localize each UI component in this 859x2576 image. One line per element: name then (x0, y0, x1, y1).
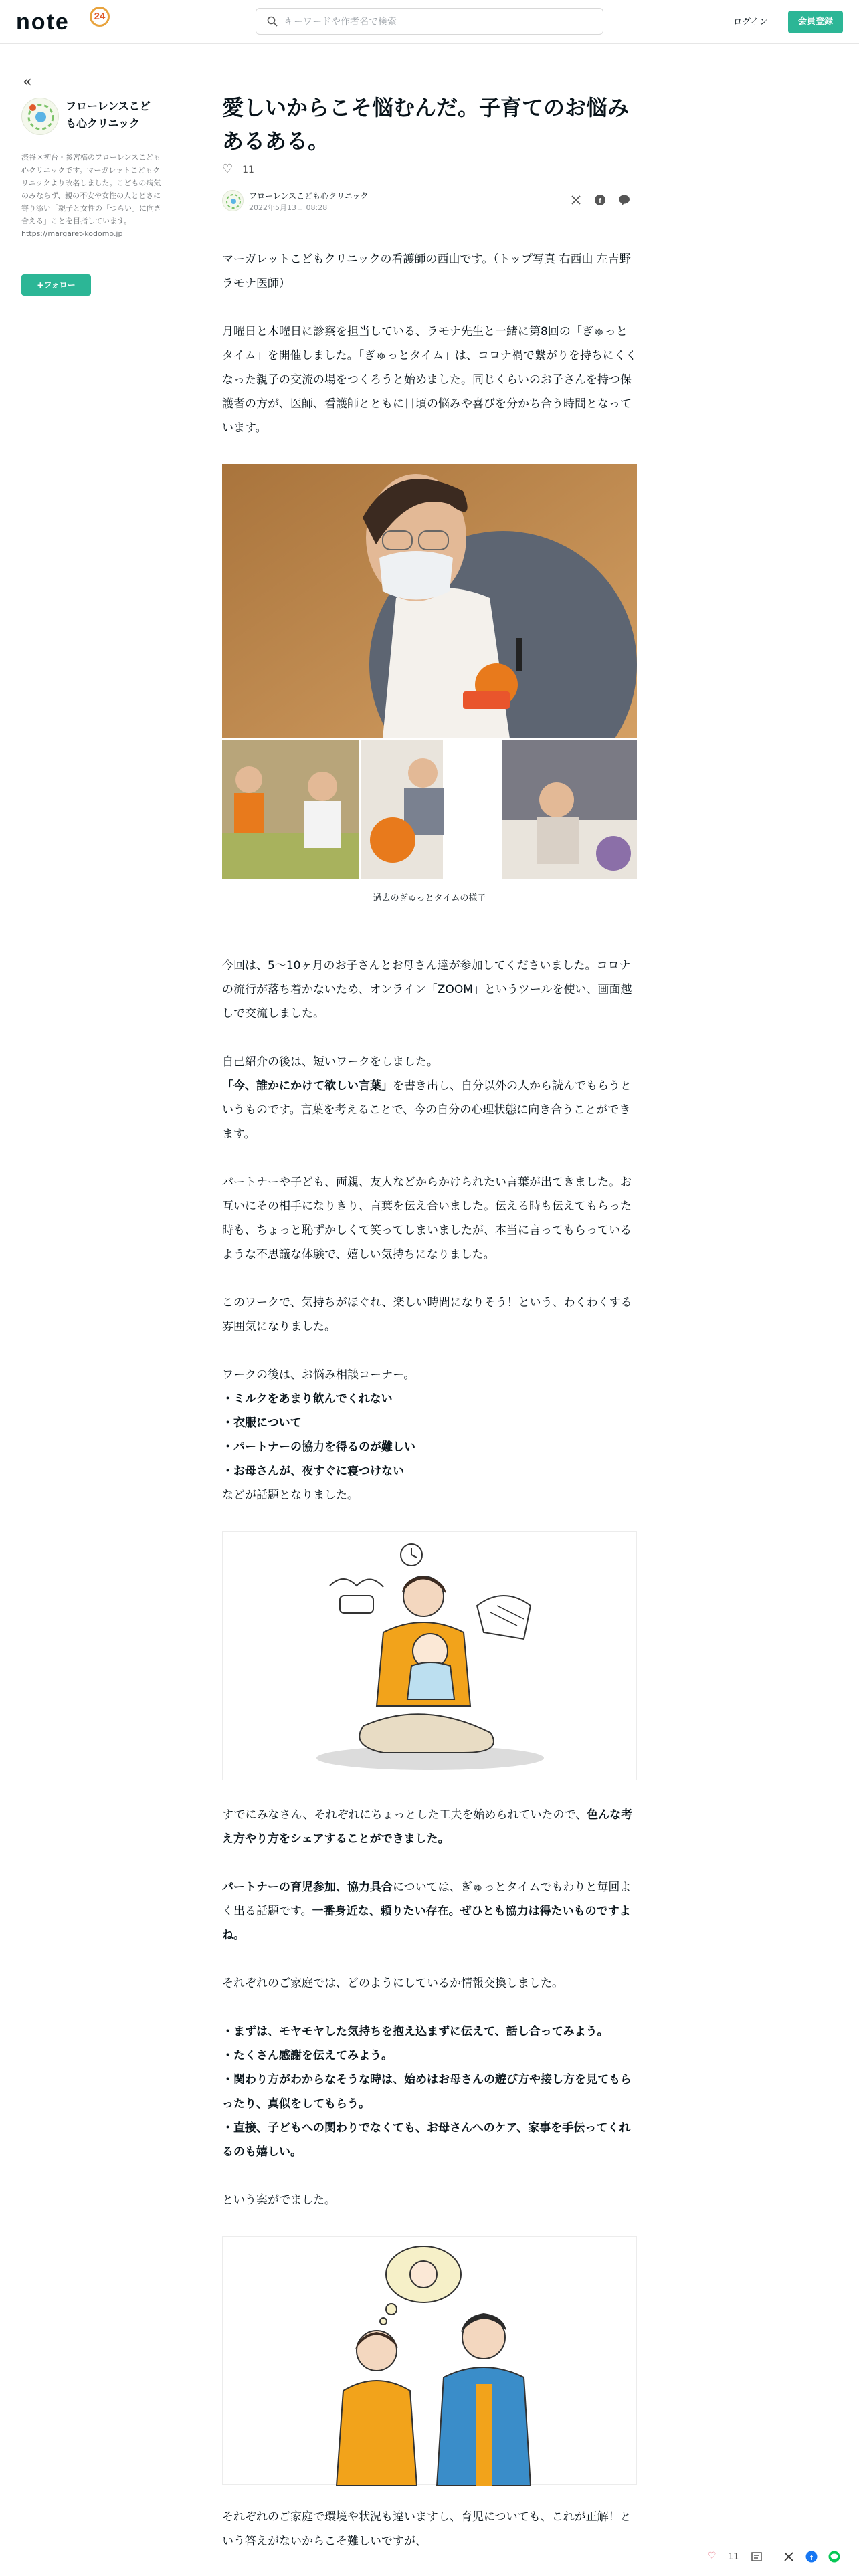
creator-bio-text: 渋谷区初台・参宮橋のフローレンスこども心クリニックです。マーガレットこどもクリニックより改名しました。こどもの病気のみならず、親の不安や女性の人とどさに寄り添い「親子と女性の「つらい」に向き合える」ことを目指しています。 (21, 153, 161, 225)
mother-baby-illustration (223, 1532, 638, 1781)
publish-date: 2022年5月13日 08:28 (249, 203, 328, 212)
author-name[interactable]: フローレンスこども心クリニック (249, 191, 369, 201)
work-detail (222, 1074, 637, 1146)
work-intro: 自己紹介の後は、短いワークをしました。 (222, 1055, 438, 1069)
svg-text:f: f (599, 197, 601, 205)
global-header (0, 0, 859, 44)
tip-item: ・関わり方がわからなそうな時は、始めはお母さんの遊び方や接し方を見てもらったり、真似をしてもらう。 (222, 2073, 632, 2111)
clinic-logo-icon (223, 191, 244, 212)
worry-item: ・お母さんが、夜すぐに寝つけない (222, 1465, 404, 1478)
svg-text:f: f (810, 2554, 813, 2562)
author-row (222, 189, 637, 215)
worry-item: ・ミルクをあまり飲んでくれない (222, 1392, 393, 1406)
paragraph-gyutto: 月曜日と木曜日に診察を担当している、ラモナ先生と一緒に第8回の「ぎゅっとタイム」を開催しました。「ぎゅっとタイム」は、コロナ禍で繋がりを持ちにくくなった親子の交流の場をつくろうと始めました。同じくらいのお子さんを持つ保護者の方が、医師、看護師とともに日頃の悩みや喜びを分かち合う時間となっています。 (222, 325, 637, 435)
follow-button[interactable]: +フォロー (21, 274, 91, 296)
illustration-mother-baby (222, 1531, 637, 1780)
creator-avatar[interactable] (21, 98, 59, 135)
thumbnail-photos (222, 740, 637, 879)
paragraph-intro: マーガレットこどもクリニックの看護師の西山です。（トップ写真 右西山 左吉野ラモナ医師） (222, 253, 631, 290)
tip-item: ・たくさん感謝を伝えてみよう。 (222, 2049, 393, 2062)
bottom-like-count: 11 (728, 2552, 739, 2562)
paragraph-sharing (222, 1803, 637, 1851)
tip-item: ・直接、子どもへの関わりでなくても、お母さんへのケア、家事を手伝ってくれるのも嬉しい。 (222, 2121, 631, 2159)
search-icon (267, 16, 278, 27)
facebook-icon[interactable] (594, 194, 606, 206)
worries-end: などが話題となりました。 (222, 1489, 359, 1502)
sharing-text: すでにみなさん、それぞれにちょっとした工夫を始められていたので、 (222, 1808, 587, 1822)
back-icon[interactable]: « (23, 74, 32, 90)
heart-icon[interactable]: ♡ (222, 162, 233, 176)
note-logo[interactable]: note (16, 9, 70, 35)
work-detail-text: を書き出し、自分以外の人から読んでもらうというものです。言葉を考えることで、今の自分の心理状態に向き合うことができます。 (222, 1079, 632, 1141)
sharing-bold: 色んな考え方やり方をシェアすることができました。 (222, 1808, 633, 1846)
quote-icon[interactable] (751, 2551, 763, 2563)
facebook-icon[interactable] (805, 2551, 818, 2563)
illustration-couple (222, 2236, 637, 2485)
author-avatar[interactable] (222, 190, 244, 211)
worries-intro: ワークの後は、お悩み相談コーナー。 (222, 1368, 415, 1382)
signup-button[interactable]: 会員登録 (788, 11, 843, 33)
creator-bio (21, 151, 163, 240)
paragraph-worries (222, 1363, 637, 1507)
paragraph-partner (222, 1875, 637, 1947)
work-bold-phrase: 「今、誰かにかけて欲しい言葉」 (222, 1079, 393, 1093)
worry-item: ・衣服について (222, 1416, 302, 1430)
creator-bio-link[interactable]: https://margaret-kodomo.jp (21, 229, 123, 238)
search-box[interactable] (256, 8, 603, 35)
couple-thinking-illustration (223, 2237, 638, 2486)
partner-bold-end: 一番身近な、頼りたい存在。ぜひとも協力は得たいものですよね。 (222, 1905, 631, 1942)
partner-bold: パートナーの育児参加、協力具合 (222, 1881, 393, 1894)
article-title: 愛しいからこそ悩むんだ。子育てのお悩みあるある。 (222, 95, 630, 154)
partner-text: については、ぎゅっとタイムでもわりと毎回よく出る話題です。 (222, 1881, 632, 1918)
paragraph-proposal: という案がでました。 (222, 2193, 336, 2207)
x-icon[interactable] (570, 194, 582, 206)
login-link[interactable]: ログイン (733, 17, 768, 27)
main-photo (222, 464, 637, 738)
paragraph-work (222, 1050, 637, 1146)
tip-item: ・まずは、モヤモヤした気持ちを抱え込まずに伝えて、話し合ってみよう。 (222, 2025, 609, 2038)
like-count: 11 (242, 165, 254, 175)
paragraph-participants: 今回は、5〜10ヶ月のお子さんとお母さん達が参加してくださいました。コロナの流行が落ち着かないため、オンライン「ZOOM」というツールを使い、画面越しで交流しました。 (222, 959, 632, 1021)
paragraph-closing: それぞれのご家庭で環境や状況も違いますし、育児についても、これが正解！という答えがないからこそ難しいですが、 (222, 2510, 632, 2548)
like-area[interactable] (222, 162, 254, 176)
line-icon[interactable] (618, 194, 630, 206)
worry-item: ・パートナーの協力を得るのが難しい (222, 1440, 415, 1454)
logo-badge: 24 (90, 7, 110, 27)
clinic-logo-icon (22, 98, 60, 136)
paragraph-words: パートナーや子ども、両親、友人などからかけられたい言葉が出てきました。お互いにその相手になりきり、言葉を伝え合いました。伝える時も伝えてもらった時も、ちょっと恥ずかしくて笑ってしまいましたが、本当に言ってもらっているような不思議な体験で、嬉しい気持ちになりました。 (222, 1176, 632, 1261)
creator-name[interactable]: フローレンスこども心クリニック (66, 100, 151, 130)
x-icon[interactable] (783, 2551, 795, 2563)
paragraph-mood: このワークで、気持ちがほぐれ、楽しい時間になりそう！という、わくわくする雰囲気になりました。 (222, 1296, 632, 1333)
photo-caption: 過去のぎゅっとタイムの様子 (373, 893, 486, 903)
line-icon[interactable] (828, 2551, 840, 2563)
tips-list (222, 2020, 637, 2164)
bottom-heart-icon[interactable]: ♡ (708, 2551, 717, 2561)
paragraph-exchange: それぞれのご家庭では、どのようにしているか情報交換しました。 (222, 1977, 563, 1990)
search-input[interactable] (284, 14, 592, 30)
